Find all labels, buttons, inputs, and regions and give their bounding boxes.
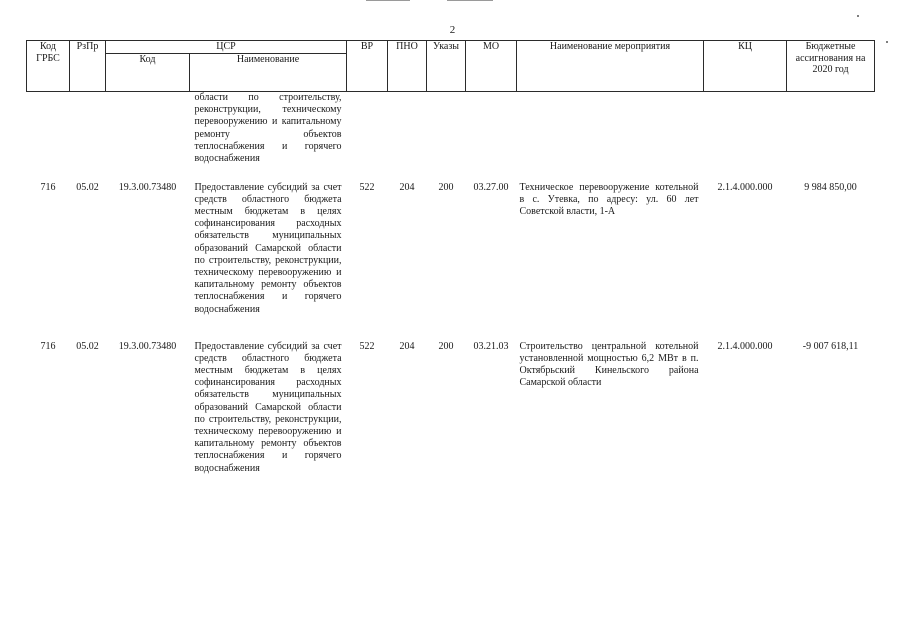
cell-csr-code: 19.3.00.73480 [118,340,177,352]
cell-ukazy [427,92,466,182]
header-csr-code: Код [106,54,190,92]
header-pno: ПНО [388,41,427,92]
cell-amount: 9 984 850,00 [804,181,857,193]
cell-vr [347,92,388,182]
cell-csr-name-text: Предоставление субсидий за счет средств областного бюджета местным бюджетам в целях софинансирования расходных обязательств муниципальных образований Самарской области по строительству, реконструкции, техническому перевооружению и капитальному ремонту объектов теплоснабжения и горячего водоснабжения [194,340,342,474]
cell-csr-name-text: области по строительству, реконструкции, техническому перевооружению и капитальному ремонту объектов теплоснабжения и горячего водоснабжения [194,92,342,165]
cell-kc [704,92,787,182]
cell-csr-code: 19.3.00.73480 [118,181,177,193]
scan-mark-top-right [447,0,493,1]
cell-vr: 522 [359,181,375,193]
cell-kc: 2.1.4.000.000 [717,181,773,193]
cell-csr-code [106,92,190,182]
header-budget: Бюджетные ассигнования на 2020 год [787,41,875,92]
cell-grbs [27,92,70,182]
cell-event-name: Техническое перевооружение котельной в с. Утевка, по адресу: ул. 60 лет Советской власти, 1-А [519,181,699,217]
cell-grbs: 716 [40,340,56,352]
cell-pno [388,92,427,182]
cell-rzpr: 05.02 [76,340,99,352]
cell-csr-name [190,341,347,501]
page-number: 2 [449,24,456,36]
cell-mo: 03.21.03 [473,340,509,352]
cell-mo [466,92,517,182]
cell-vr: 522 [359,340,375,352]
header-vr: ВР [347,41,388,92]
cell-pno: 204 [399,181,415,193]
cell-kc: 2.1.4.000.000 [717,340,773,352]
cell-pno: 204 [399,340,415,352]
header-grbs: Код ГРБС [27,41,70,92]
header-event-name: Наименование мероприятия [517,41,704,92]
table-row [27,182,875,341]
cell-ukazy: 200 [438,181,454,193]
table-row [27,341,875,501]
header-rzpr: РзПр [70,41,106,92]
cell-ukazy: 200 [438,340,454,352]
budget-table [26,40,875,501]
cell-rzpr: 05.02 [76,181,99,193]
header-ukazy: Указы [427,41,466,92]
cell-csr-name-text: Предоставление субсидий за счет средств областного бюджета местным бюджетам в целях софинансирования расходных обязательств муниципальных образований Самарской области по строительству, реконструкции, техническому перевооружению и капитальному ремонту объектов теплоснабжения и горячего водоснабжения [194,181,342,315]
cell-event-name: Строительство центральной котельной установленной мощностью 6,2 МВт в п. Октябрьский Кинельского района Самарской области [519,340,699,389]
header-kc: КЦ [704,41,787,92]
cell-csr-name [190,182,347,341]
cell-amount: -9 007 618,11 [802,340,859,352]
header-csr-name: Наименование [190,54,347,92]
scan-speck [857,15,859,17]
table-row [27,92,875,182]
scan-speck [886,41,888,43]
cell-event-name [517,92,704,182]
cell-amount [787,92,875,182]
cell-rzpr [70,92,106,182]
cell-grbs: 716 [40,181,56,193]
scan-mark-top-left [366,0,410,1]
table-header [27,41,875,92]
header-mo: МО [466,41,517,92]
header-csr: ЦСР [106,41,347,54]
cell-csr-name [190,92,347,182]
cell-mo: 03.27.00 [473,181,509,193]
